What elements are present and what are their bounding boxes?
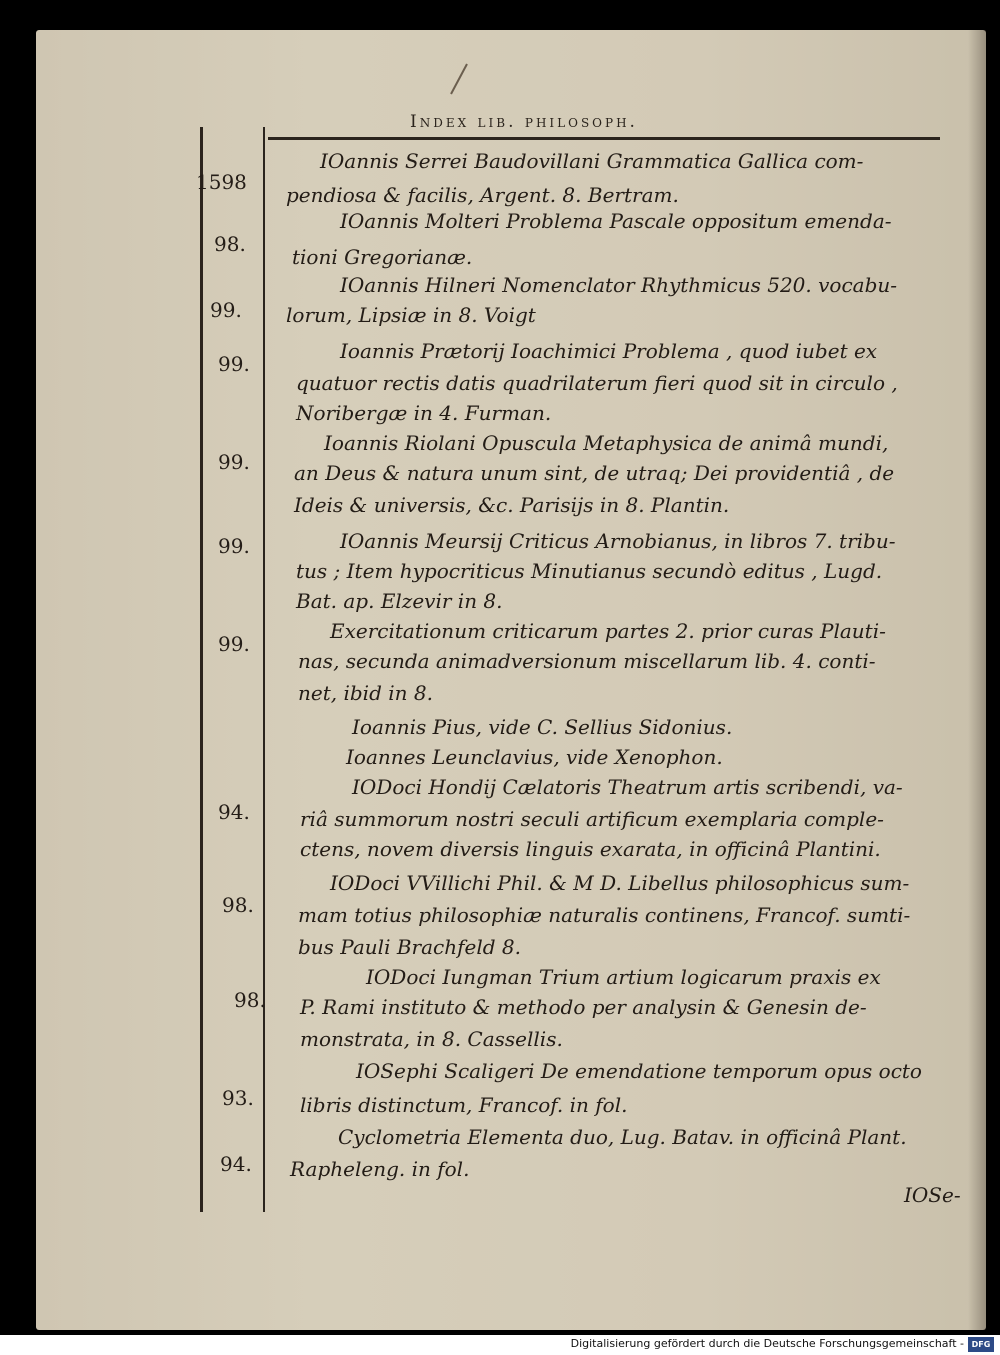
entry-line: P. Rami instituto & methodo per analysin & Genesin de- bbox=[300, 995, 867, 1019]
catchword: IOSe- bbox=[904, 1183, 961, 1207]
entry-line: Bat. ap. Elzevir in 8. bbox=[296, 589, 503, 613]
entry-line: Exercitationum criticarum partes 2. prior curas Plauti- bbox=[330, 619, 886, 643]
entry-line: an Deus & natura unum sint, de utraq; Dei providentiâ , de bbox=[294, 461, 895, 485]
entry-line: Ideis & universis, &c. Parisijs in 8. Plantin. bbox=[294, 493, 730, 517]
entry-line: IOSephi Scaligeri De emendatione temporum opus octo bbox=[356, 1059, 922, 1083]
entry-line: tus ; Item hypocriticus Minutianus secundò editus , Lugd. bbox=[296, 559, 883, 583]
entry-line: bus Pauli Brachfeld 8. bbox=[298, 935, 521, 959]
entry-line: mam totius philosophiæ naturalis continens, Francof. sumti- bbox=[298, 903, 911, 927]
entry-line: libris distinctum, Francof. in fol. bbox=[300, 1093, 628, 1117]
entry-line: quatuor rectis datis quadrilaterum fieri quod sit in circulo , bbox=[296, 371, 898, 395]
entry-line: Noribergæ in 4. Furman. bbox=[296, 401, 552, 425]
entry-line: IOannis Hilneri Nomenclator Rhythmicus 520. vocabu- bbox=[340, 273, 898, 297]
entry-line: ctens, novem diversis linguis exarata, in officinâ Plantini. bbox=[300, 837, 881, 861]
header-rule bbox=[268, 137, 940, 140]
entry-line: pendiosa & facilis, Argent. 8. Bertram. bbox=[286, 183, 679, 207]
entry-line: IOannis Serrei Baudovillani Grammatica Gallica com- bbox=[320, 149, 864, 173]
year-marker: 99. bbox=[218, 450, 250, 474]
dfg-logo: DFG bbox=[968, 1337, 994, 1352]
year-marker: 98. bbox=[234, 988, 266, 1012]
entry-line: Cyclometria Elementa duo, Lug. Batav. in officinâ Plant. bbox=[338, 1125, 907, 1149]
year-marker: 99. bbox=[218, 534, 250, 558]
entry-line: Ioannis Pius, vide C. Sellius Sidonius. bbox=[352, 715, 733, 739]
entry-line: IOannis Meursij Criticus Arnobianus, in libros 7. tribu- bbox=[340, 529, 896, 553]
entry-line: Ioannis Prætorij Ioachimici Problema , quod iubet ex bbox=[340, 339, 878, 363]
entry-line: IODoci Hondij Cælatoris Theatrum artis scribendi, va- bbox=[352, 775, 903, 799]
entry-line: Ioannis Riolani Opuscula Metaphysica de animâ mundi, bbox=[324, 431, 889, 455]
entry-line: monstrata, in 8. Cassellis. bbox=[300, 1027, 563, 1051]
entry-line: net, ibid in 8. bbox=[298, 681, 433, 705]
running-head: Index lib. philosoph. bbox=[410, 112, 638, 132]
entry-line: IODoci Iungman Trium artium logicarum praxis ex bbox=[366, 965, 881, 989]
year-marker: 93. bbox=[222, 1086, 254, 1110]
entry-line: Rapheleng. in fol. bbox=[290, 1157, 470, 1181]
year-marker: 99. bbox=[218, 352, 250, 376]
year-marker: 98. bbox=[214, 232, 246, 256]
entry-line: tioni Gregorianæ. bbox=[292, 245, 473, 269]
year-marker: 94. bbox=[218, 800, 250, 824]
entry-line: nas, secunda animadversionum miscellarum lib. 4. conti- bbox=[298, 649, 876, 673]
year-marker: 94. bbox=[220, 1152, 252, 1176]
year-marker: 99. bbox=[218, 632, 250, 656]
entry-line: lorum, Lipsiæ in 8. Voigt bbox=[286, 303, 536, 327]
entry-line: Ioannes Leunclavius, vide Xenophon. bbox=[346, 745, 723, 769]
year-marker: 99. bbox=[210, 298, 242, 322]
entry-line: IODoci VVillichi Phil. & M D. Libellus philosophicus sum- bbox=[330, 871, 910, 895]
entry-line: IOannis Molteri Problema Pascale oppositum emenda- bbox=[340, 209, 892, 233]
digitization-footer bbox=[0, 1335, 1000, 1355]
margin-rule-inner bbox=[263, 127, 265, 1212]
year-marker: 1598 bbox=[196, 170, 247, 194]
entry-line: riâ summorum nostri seculi artificum exemplaria comple- bbox=[300, 807, 884, 831]
margin-rule-outer bbox=[200, 127, 203, 1212]
footer-credit-text: Digitalisierung gefördert durch die Deutsche Forschungsgemeinschaft - bbox=[570, 1337, 964, 1350]
year-marker: 98. bbox=[222, 893, 254, 917]
